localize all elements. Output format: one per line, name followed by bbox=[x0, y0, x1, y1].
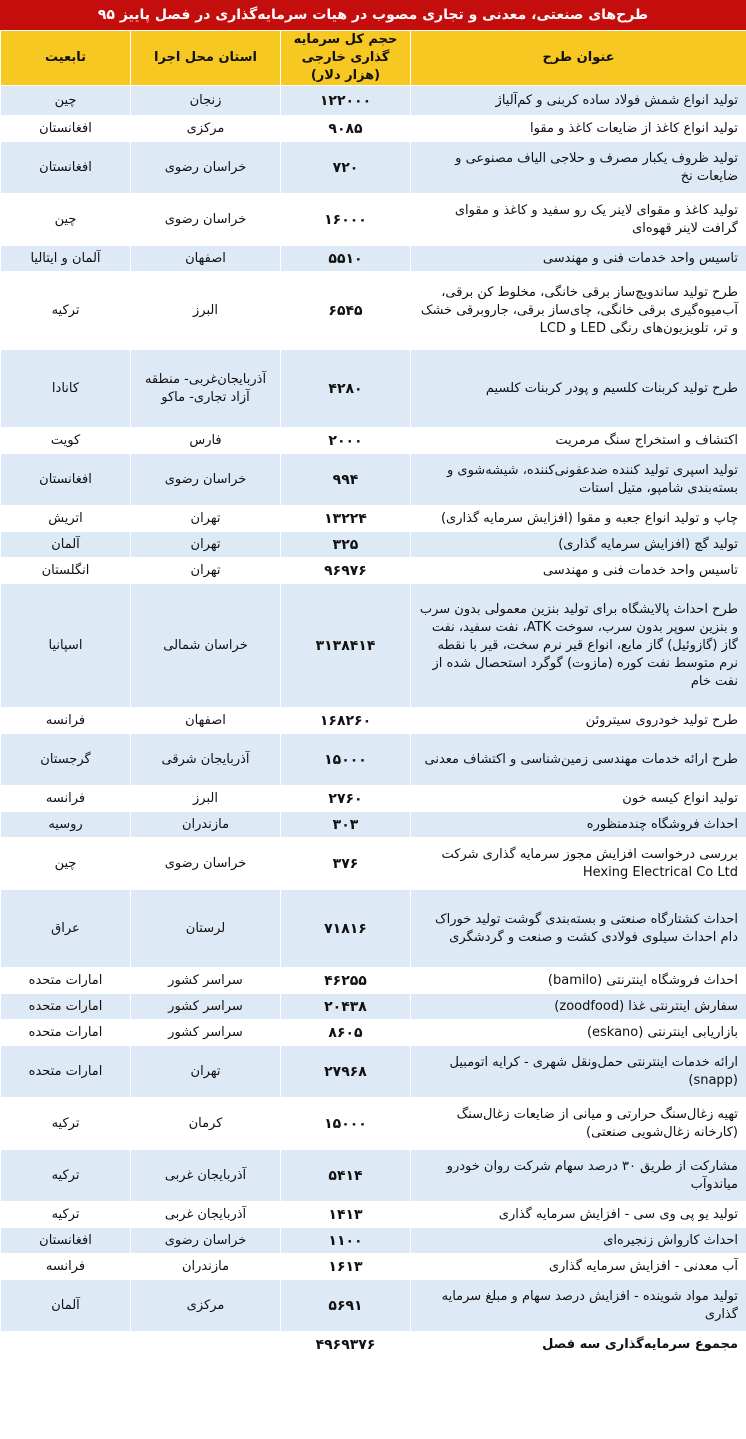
cell-province: البرز bbox=[131, 272, 281, 350]
header-province: استان محل اجرا bbox=[131, 31, 281, 86]
table-row bbox=[1, 708, 746, 734]
cell-investment: ۱۱۰۰ bbox=[281, 1228, 411, 1254]
cell-investment: ۳۰۳ bbox=[281, 812, 411, 838]
table-row bbox=[1, 1280, 746, 1332]
cell-province: فارس bbox=[131, 428, 281, 454]
cell-nationality: عراق bbox=[1, 890, 131, 968]
header-investment: حجم کل سرمایه گذاری خارجی (هزار دلار) bbox=[281, 31, 411, 86]
cell-project: طرح تولید ساندویچ‌ساز برقی خانگی، مخلوط کن برقی، آب‌میوه‌گیری برقی خانگی، چای‌ساز برقی، جاروبرقی خشک و تر، تلویزیون‌های رنگی LED و LCD bbox=[411, 272, 746, 350]
cell-province: زنجان bbox=[131, 86, 281, 116]
cell-province: تهران bbox=[131, 506, 281, 532]
cell-project: احداث کارواش زنجیره‌ای bbox=[411, 1228, 746, 1254]
table-row bbox=[1, 142, 746, 194]
cell-investment: ۱۵۰۰۰ bbox=[281, 734, 411, 786]
cell-investment: ۷۱۸۱۶ bbox=[281, 890, 411, 968]
total-empty-nationality bbox=[1, 1332, 131, 1359]
cell-investment: ۳۲۵ bbox=[281, 532, 411, 558]
total-row bbox=[1, 1332, 746, 1359]
cell-project: تولید یو پی وی سی - افزایش سرمایه گذاری bbox=[411, 1202, 746, 1228]
cell-province: آذربایجان‌غربی- منطقه آزاد تجاری- ماکو bbox=[131, 350, 281, 428]
cell-province: تهران bbox=[131, 1046, 281, 1098]
cell-province: اصفهان bbox=[131, 708, 281, 734]
cell-province: خراسان رضوی bbox=[131, 838, 281, 890]
cell-province: آذربایجان غربی bbox=[131, 1202, 281, 1228]
table-row bbox=[1, 734, 746, 786]
cell-investment: ۲۰۰۰ bbox=[281, 428, 411, 454]
cell-nationality: امارات متحده bbox=[1, 1046, 131, 1098]
cell-project: چاپ و تولید انواع جعبه و مقوا (افزایش سرمایه گذاری) bbox=[411, 506, 746, 532]
table-row bbox=[1, 428, 746, 454]
cell-nationality: چین bbox=[1, 86, 131, 116]
table-row bbox=[1, 1228, 746, 1254]
cell-project: تولید کاغذ و مقوای لاینر یک رو سفید و کاغذ و مقوای گرافت لاینر قهوه‌ای bbox=[411, 194, 746, 246]
cell-project: طرح ارائه خدمات مهندسی زمین‌شناسی و اکتشاف معدنی bbox=[411, 734, 746, 786]
cell-investment: ۱۶۸۲۶۰ bbox=[281, 708, 411, 734]
total-empty-province bbox=[131, 1332, 281, 1359]
cell-nationality: روسیه bbox=[1, 812, 131, 838]
cell-nationality: افغانستان bbox=[1, 454, 131, 506]
cell-nationality: فرانسه bbox=[1, 1254, 131, 1280]
cell-project: تولید انواع کاغذ از ضایعات کاغذ و مقوا bbox=[411, 116, 746, 142]
cell-project: تولید مواد شوینده - افزایش درصد سهام و مبلغ سرمایه گذاری bbox=[411, 1280, 746, 1332]
cell-nationality: اسپانیا bbox=[1, 584, 131, 708]
table-row bbox=[1, 786, 746, 812]
cell-investment: ۸۶۰۵ bbox=[281, 1020, 411, 1046]
cell-project: تولید گچ (افزایش سرمایه گذاری) bbox=[411, 532, 746, 558]
table-row bbox=[1, 1202, 746, 1228]
cell-province: خراسان رضوی bbox=[131, 1228, 281, 1254]
cell-investment: ۱۳۲۲۴ bbox=[281, 506, 411, 532]
cell-investment: ۳۷۶ bbox=[281, 838, 411, 890]
table-row bbox=[1, 506, 746, 532]
cell-project: آب معدنی - افزایش سرمایه گذاری bbox=[411, 1254, 746, 1280]
cell-project: طرح احداث پالایشگاه برای تولید بنزین معمولی بدون سرب و بنزین سوپر بدون سرب، سوخت ATK، نفت سفید، نفت گاز (گازوئیل) گاز مایع، انواع قیر نرم سخت، قیر با نقطه نرم متوسط نفت کوره (مازوت) گوگرد استحصال شده از نفت خام bbox=[411, 584, 746, 708]
cell-province: مازندران bbox=[131, 812, 281, 838]
cell-project: تولید انواع شمش فولاد ساده کربنی و کم‌آلیاژ bbox=[411, 86, 746, 116]
cell-investment: ۴۶۲۵۵ bbox=[281, 968, 411, 994]
cell-province: مرکزی bbox=[131, 116, 281, 142]
cell-investment: ۹۶۹۷۶ bbox=[281, 558, 411, 584]
table-row bbox=[1, 86, 746, 116]
cell-province: کرمان bbox=[131, 1098, 281, 1150]
table-row bbox=[1, 838, 746, 890]
cell-project: تولید انواع کیسه خون bbox=[411, 786, 746, 812]
cell-investment: ۹۰۸۵ bbox=[281, 116, 411, 142]
cell-nationality: امارات متحده bbox=[1, 1020, 131, 1046]
cell-investment: ۵۴۱۴ bbox=[281, 1150, 411, 1202]
cell-project: ارائه خدمات اینترنتی حمل‌ونقل شهری - کرایه اتومبیل (snapp) bbox=[411, 1046, 746, 1098]
cell-province: خراسان شمالی bbox=[131, 584, 281, 708]
table-title: طرح‌های صنعتی، معدنی و تجاری مصوب در هیات سرمایه‌گذاری در فصل پاییز ۹۵ bbox=[0, 0, 746, 30]
investment-table bbox=[0, 30, 746, 1359]
cell-nationality: کویت bbox=[1, 428, 131, 454]
cell-project: بازاریابی اینترنتی (eskano) bbox=[411, 1020, 746, 1046]
table-row bbox=[1, 194, 746, 246]
cell-project: تاسیس واحد خدمات فنی و مهندسی bbox=[411, 558, 746, 584]
header-row bbox=[1, 31, 746, 86]
table-row bbox=[1, 116, 746, 142]
table-row bbox=[1, 272, 746, 350]
cell-province: البرز bbox=[131, 786, 281, 812]
cell-investment: ۶۵۴۵ bbox=[281, 272, 411, 350]
cell-investment: ۱۶۰۰۰ bbox=[281, 194, 411, 246]
cell-nationality: افغانستان bbox=[1, 142, 131, 194]
table-row bbox=[1, 812, 746, 838]
cell-project: تهیه زغال‌سنگ حرارتی و میانی از ضایعات زغال‌سنگ (کارخانه زغال‌شویی صنعتی) bbox=[411, 1098, 746, 1150]
cell-nationality: فرانسه bbox=[1, 708, 131, 734]
cell-investment: ۳۱۳۸۴۱۴ bbox=[281, 584, 411, 708]
cell-province: مرکزی bbox=[131, 1280, 281, 1332]
cell-project: احداث کشتارگاه صنعتی و بسته‌بندی گوشت تولید خوراک دام احداث سیلوی فولادی کشت و صنعت و گردشگری bbox=[411, 890, 746, 968]
table-row bbox=[1, 1150, 746, 1202]
table-row bbox=[1, 1098, 746, 1150]
cell-project: سفارش اینترنتی غذا (zoodfood) bbox=[411, 994, 746, 1020]
cell-province: تهران bbox=[131, 558, 281, 584]
cell-nationality: افغانستان bbox=[1, 116, 131, 142]
cell-nationality: آلمان bbox=[1, 1280, 131, 1332]
table-row bbox=[1, 350, 746, 428]
cell-investment: ۲۰۴۳۸ bbox=[281, 994, 411, 1020]
cell-project: احداث فروشگاه چندمنظوره bbox=[411, 812, 746, 838]
cell-nationality: امارات متحده bbox=[1, 968, 131, 994]
cell-investment: ۵۵۱۰ bbox=[281, 246, 411, 272]
cell-nationality: فرانسه bbox=[1, 786, 131, 812]
table-row bbox=[1, 1254, 746, 1280]
cell-investment: ۱۶۱۳ bbox=[281, 1254, 411, 1280]
cell-investment: ۲۷۶۰ bbox=[281, 786, 411, 812]
header-nationality: تابعیت bbox=[1, 31, 131, 86]
cell-investment: ۷۲۰ bbox=[281, 142, 411, 194]
cell-province: تهران bbox=[131, 532, 281, 558]
cell-nationality: اتریش bbox=[1, 506, 131, 532]
total-value: ۴۹۶۹۳۷۶ bbox=[281, 1332, 411, 1359]
cell-province: سراسر کشور bbox=[131, 1020, 281, 1046]
cell-project: تولید ظروف یکبار مصرف و حلاجی الیاف مصنوعی و ضایعات نخ bbox=[411, 142, 746, 194]
cell-nationality: ترکیه bbox=[1, 1202, 131, 1228]
cell-province: اصفهان bbox=[131, 246, 281, 272]
cell-nationality: گرجستان bbox=[1, 734, 131, 786]
cell-nationality: ترکیه bbox=[1, 1098, 131, 1150]
cell-investment: ۵۶۹۱ bbox=[281, 1280, 411, 1332]
cell-investment: ۲۷۹۶۸ bbox=[281, 1046, 411, 1098]
cell-province: خراسان رضوی bbox=[131, 142, 281, 194]
cell-project: تاسیس واحد خدمات فنی و مهندسی bbox=[411, 246, 746, 272]
cell-investment: ۴۲۸۰ bbox=[281, 350, 411, 428]
cell-project: اکتشاف و استخراج سنگ مرمریت bbox=[411, 428, 746, 454]
cell-province: سراسر کشور bbox=[131, 968, 281, 994]
cell-nationality: چین bbox=[1, 838, 131, 890]
cell-project: تولید اسپری تولید کننده ضدعفونی‌کننده، شیشه‌شوی و بسته‌بندی شامپو، متیل استات bbox=[411, 454, 746, 506]
cell-project: طرح تولید خودروی سیتروئن bbox=[411, 708, 746, 734]
table-row bbox=[1, 968, 746, 994]
cell-nationality: ترکیه bbox=[1, 272, 131, 350]
total-label: مجموع سرمایه‌گذاری سه فصل bbox=[411, 1332, 746, 1359]
cell-province: خراسان رضوی bbox=[131, 194, 281, 246]
table-row bbox=[1, 1020, 746, 1046]
cell-investment: ۱۵۰۰۰ bbox=[281, 1098, 411, 1150]
cell-province: خراسان رضوی bbox=[131, 454, 281, 506]
cell-nationality: انگلستان bbox=[1, 558, 131, 584]
cell-province: آذربایجان شرقی bbox=[131, 734, 281, 786]
cell-nationality: آلمان و ایتالیا bbox=[1, 246, 131, 272]
cell-nationality: ترکیه bbox=[1, 1150, 131, 1202]
table-row bbox=[1, 454, 746, 506]
cell-investment: ۹۹۴ bbox=[281, 454, 411, 506]
cell-province: آذربایجان غربی bbox=[131, 1150, 281, 1202]
table-row bbox=[1, 246, 746, 272]
header-project: عنوان طرح bbox=[411, 31, 746, 86]
cell-province: مازندران bbox=[131, 1254, 281, 1280]
cell-investment: ۱۲۲۰۰۰ bbox=[281, 86, 411, 116]
table-row bbox=[1, 532, 746, 558]
cell-nationality: افغانستان bbox=[1, 1228, 131, 1254]
table-row bbox=[1, 1046, 746, 1098]
table-row bbox=[1, 890, 746, 968]
cell-province: سراسر کشور bbox=[131, 994, 281, 1020]
cell-province: لرستان bbox=[131, 890, 281, 968]
table-row bbox=[1, 584, 746, 708]
cell-investment: ۱۴۱۳ bbox=[281, 1202, 411, 1228]
cell-project: مشارکت از طریق ۳۰ درصد سهام شرکت روان خودرو میاندوآب bbox=[411, 1150, 746, 1202]
table-row bbox=[1, 558, 746, 584]
table-body bbox=[1, 86, 746, 1332]
cell-project: احداث فروشگاه اینترنتی (bamilo) bbox=[411, 968, 746, 994]
cell-nationality: امارات متحده bbox=[1, 994, 131, 1020]
table-row bbox=[1, 994, 746, 1020]
cell-nationality: کانادا bbox=[1, 350, 131, 428]
cell-project: بررسی درخواست افزایش مجوز سرمایه گذاری شرکت Hexing Electrical Co Ltd bbox=[411, 838, 746, 890]
cell-project: طرح تولید کربنات کلسیم و پودر کربنات کلسیم bbox=[411, 350, 746, 428]
cell-nationality: آلمان bbox=[1, 532, 131, 558]
cell-nationality: چین bbox=[1, 194, 131, 246]
